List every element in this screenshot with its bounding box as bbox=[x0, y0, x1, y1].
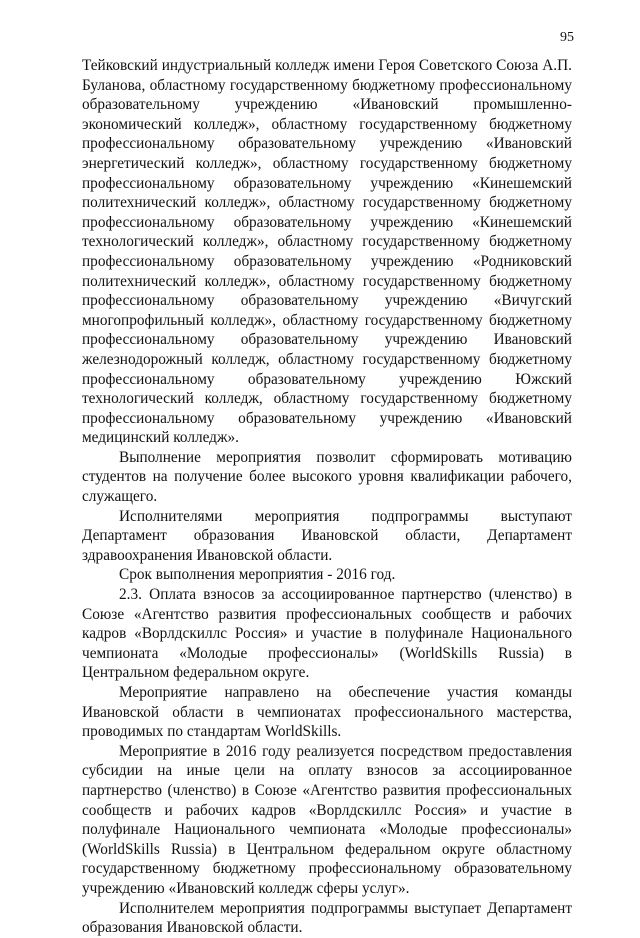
paragraph-section-2-3: 2.3. Оплата взносов за ассоциированное партнерство (членство) в Союзе «Агентство развития профессиональных сообществ и рабочих кадров «Ворлдскиллс Россия» и участие в полуфинале Национального чемпионата «Молодые профессионалы» (WorldSkills Russia) в Центральном федеральном округе. bbox=[82, 586, 572, 682]
page-number: 95 bbox=[560, 30, 574, 45]
paragraph-purpose: Мероприятие направлено на обеспечение участия команды Ивановской области в чемпионатах профессионального мастерства, проводимых по стандартам WorldSkills. bbox=[82, 684, 572, 741]
paragraph-implementation: Мероприятие в 2016 году реализуется посредством предоставления субсидии на иные цели на оплату взносов за ассоциированное партнерство (членство) в Союзе «Агентство развития профессиональных сообществ и рабочих кадров «Ворлдскиллс Россия» и участие в полуфинале Национального чемпионата «Молодые профессионалы» (WorldSkills Russia) в Центральном федеральном округе областному государственному бюджетному профессиональному образовательному учреждению «Ивановский колледж сферы услуг». bbox=[82, 742, 572, 897]
paragraph-executors: Исполнителями мероприятия подпрограммы выступают Департамент образования Ивановской области, Департамент здравоохранения Ивановской области. bbox=[82, 507, 572, 564]
paragraph-executor: Исполнителем мероприятия подпрограммы выступает Департамент образования Ивановской области. bbox=[82, 899, 572, 937]
paragraph-deadline: Срок выполнения мероприятия - 2016 год. bbox=[119, 566, 396, 584]
document-body bbox=[82, 56, 572, 938]
paragraph-motivation: Выполнение мероприятия позволит сформировать мотивацию студентов на получение более высокого уровня квалификации рабочего, служащего. bbox=[82, 448, 572, 506]
paragraph-college-list: Тейковский индустриальный колледж имени Героя Советского Союза А.П. Буланова, областному государственному бюджетному профессиональному образовательному учреждению «Ивановский промышленно-экономический колледж», областному государственному бюджетному профессиональному образовательному учреждению «Ивановский энергетический колледж», областному государственному бюджетному профессиональному образовательному учреждению «Кинешемский политехнический колледж», областному государственному бюджетному профессиональному образовательному учреждению «Кинешемский технологический колледж», областному государственному бюджетному профессиональному образовательному учреждению «Родниковский политехнический колледж», областному государственному бюджетному профессиональному образовательному учреждению «Вичугский многопрофильный колледж», областному государственному бюджетному профессиональному образовательному учреждению Ивановский железнодорожный колледж, областному государственному бюджетному профессиональному образовательному учреждению Южский технологический колледж, областному государственному бюджетному профессиональному образовательному учреждению «Ивановский медицинский колледж». bbox=[82, 57, 572, 447]
